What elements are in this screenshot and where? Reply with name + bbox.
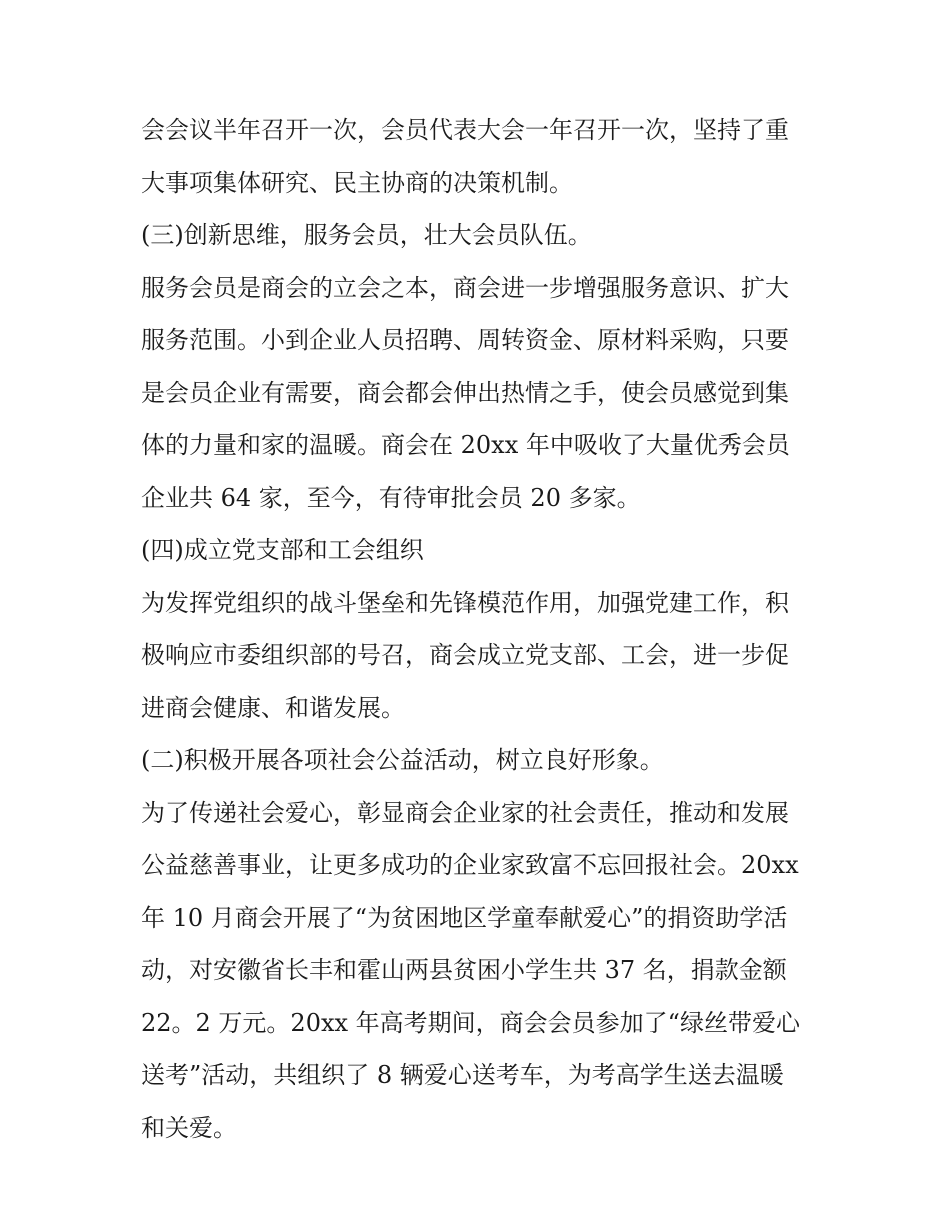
text-line: 服务会员是商会的立会之本，商会进一步增强服务意识、扩大 [141, 273, 789, 302]
text-line: 企业共 64 家，至今，有待审批会员 20 多家。 [141, 483, 641, 512]
section-heading-public-welfare: (二)积极开展各项社会公益活动，树立良好形象。 [141, 746, 664, 774]
section-heading-innovate: (三)创新思维，服务会员，壮大会员队伍。 [141, 221, 592, 249]
text-line: 体的力量和家的温暖。商会在 20xx 年中吸收了大量优秀会员 [141, 431, 790, 459]
text-line: 服务范围。小到企业人员招聘、周转资金、原材料采购，只要 [141, 326, 789, 354]
section-heading-party-branch: (四)成立党支部和工会组织 [141, 536, 424, 564]
text-line: 为了传递社会爱心，彰显商会企业家的社会责任，推动和发展 [141, 798, 789, 827]
text-line: 是会员企业有需要，商会都会伸出热情之手，使会员感觉到集 [141, 378, 789, 407]
document-body [141, 104, 813, 1154]
text-line: 公益慈善事业，让更多成功的企业家致富不忘回报社会。20xx [141, 851, 799, 879]
paragraph-serve-members [141, 262, 813, 525]
text-line: 送考”活动，共组织了 8 辆爱心送考车，为考高学生送去温暖 [141, 1061, 784, 1089]
text-line: 22。2 万元。20xx 年高考期间，商会会员参加了“绿丝带爱心 [141, 1008, 800, 1037]
text-line: 进商会健康、和谐发展。 [141, 693, 405, 722]
text-line: 会会议半年召开一次，会员代表大会一年召开一次，坚持了重 [141, 116, 789, 144]
text-line: 年 10 月商会开展了“为贫困地区学童奉献爱心”的捐资助学活 [141, 903, 788, 932]
text-line: 动，对安徽省长丰和霍山两县贫困小学生共 37 名，捐款金额 [141, 956, 787, 984]
paragraph-decision-mechanism [141, 104, 813, 209]
text-line: 极响应市委组织部的号召，商会成立党支部、工会，进一步促 [141, 641, 789, 669]
text-line: 大事项集体研究、民主协商的决策机制。 [141, 168, 573, 197]
paragraph-charity-activities [141, 787, 813, 1155]
text-line: 和关爱。 [141, 1113, 237, 1142]
paragraph-party-building [141, 577, 813, 735]
text-line: 为发挥党组织的战斗堡垒和先锋模范作用，加强党建工作，积 [141, 588, 789, 617]
